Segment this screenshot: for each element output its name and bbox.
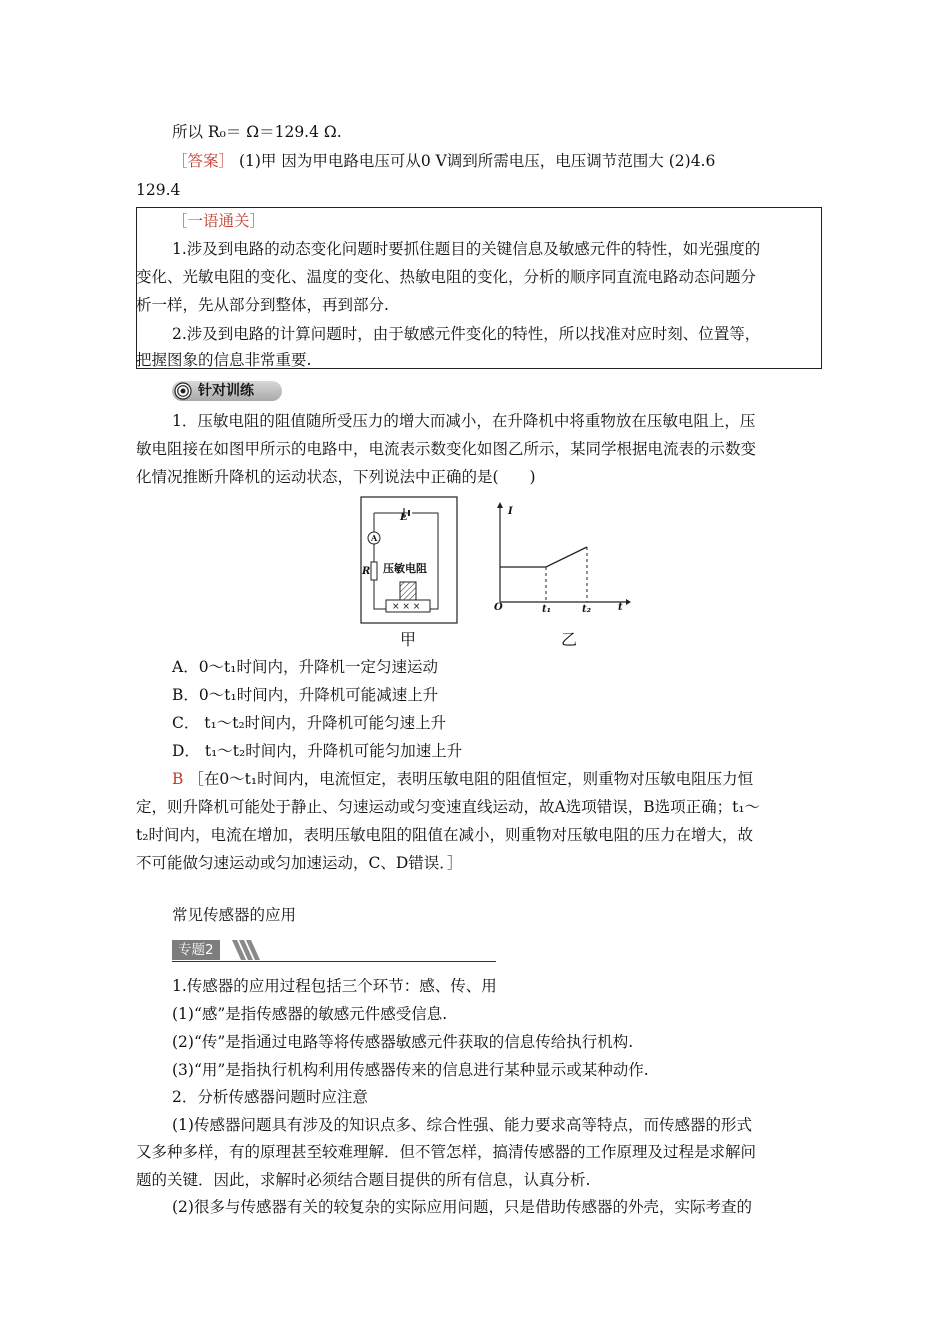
practice-tag <box>172 380 286 402</box>
summary-p2-line1: 2.涉及到电路的计算问题时，由于敏感元件变化的特性，所以找准对应时刻、位置等， <box>172 325 761 343</box>
t2-tick-label: t₂ <box>582 604 591 615</box>
explanation-line1 <box>172 768 753 790</box>
sensor-marks: × × × <box>392 602 421 612</box>
summary-p1-line3: 析一样，先从部分到整体，再到部分. <box>136 296 389 314</box>
section-line6: (1)传感器问题具有涉及的知识点多、综合性强、能力要求高等特点，而传感器的形式 <box>172 1116 752 1134</box>
section-line9: (2)很多与传感器有关的较复杂的实际应用问题，只是借助传感器的外壳，实际考查的 <box>172 1198 752 1216</box>
explanation-text: ［在0～t₁时间内，电流恒定，表明压敏电阻的阻值恒定，则重物对压敏电阻压力恒 <box>183 770 754 788</box>
summary-title: ［一语通关］ <box>172 212 266 230</box>
question-line1: 1．压敏电阻的阻值随所受压力的增大而减小，在升降机中将重物放在压敏电阻上，压 <box>172 412 756 430</box>
practice-tag-label: 针对训练 <box>198 383 254 399</box>
sensor-label: 压敏电阻 <box>383 562 427 575</box>
section-line7: 又多种多样，有的原理甚至较难理解．但不管怎样，搞清传感器的工作原理及过程是求解问 <box>136 1143 757 1161</box>
t1-tick-label: t₁ <box>542 604 551 615</box>
explanation-line3: t₂时间内，电流在增加，表明压敏电阻的阻值在减小，则重物对压敏电阻的压力在增大，故 <box>136 826 753 844</box>
topic-tag-label: 专题2 <box>172 940 220 960</box>
explanation-line4: 不可能做匀速运动或匀加速运动，C、D错误．］ <box>136 854 463 872</box>
topic-tag <box>172 940 496 962</box>
question-line2: 敏电阻接在如图甲所示的电路中，电流表示数变化如图乙所示，某同学根据电流表的示数变 <box>136 440 757 458</box>
answer-continuation: 129.4 <box>136 181 181 199</box>
section-line5: 2．分析传感器问题时应注意 <box>172 1088 368 1106</box>
section-line3: (2)“传”是指通过电路等将传感器敏感元件获取的信息传给执行机构. <box>172 1033 634 1051</box>
option-d: D． t₁～t₂时间内，升降机可能匀加速上升 <box>172 742 463 760</box>
summary-p1-line2: 变化、光敏电阻的变化、温度的变化、热敏电阻的变化，分析的顺序同直流电路动态问题分 <box>136 268 757 286</box>
explanation-line2: 定，则升降机可能处于静止、匀速运动或匀变速直线运动，故A选项错误，B选项正确；t₁～ <box>136 798 761 816</box>
figure-jia-caption: 甲 <box>400 630 417 649</box>
stripe-decoration-icon <box>232 940 260 960</box>
option-b: B．0～t₁时间内，升降机可能减速上升 <box>172 686 439 704</box>
summary-p2-line2: 把握图象的信息非常重要. <box>136 351 312 369</box>
answer-letter: B <box>172 770 184 788</box>
section-line2: (1)“感”是指传感器的敏感元件感受信息. <box>172 1005 448 1023</box>
summary-p1-line1: 1.涉及到电路的动态变化问题时要抓住题目的关键信息及敏感元件的特性，如光强度的 <box>172 240 761 258</box>
target-icon <box>174 382 192 400</box>
section-line8: 题的关键．因此，求解时必须结合题目提供的所有信息，认真分析. <box>136 1171 591 1189</box>
answer-text: (1)甲 因为甲电路电压可从0 V调到所需电压，电压调节范围大 (2)4.6 <box>234 152 716 170</box>
option-a: A．0～t₁时间内，升降机一定匀速运动 <box>172 658 438 676</box>
ammeter-label: A <box>371 533 378 543</box>
answer-label: ［答案］ <box>172 152 235 170</box>
current-curve <box>500 547 587 567</box>
result-line: 所以 R₀＝ Ω＝129.4 Ω. <box>172 123 342 141</box>
answer-line <box>172 150 715 172</box>
section-line4: (3)“用”是指执行机构利用传感器传来的信息进行某种显示或某种动作. <box>172 1061 649 1079</box>
figure-yi-caption: 乙 <box>561 630 578 649</box>
question-line3: 化情况推断升降机的运动状态，下列说法中正确的是( ) <box>136 468 536 486</box>
y-axis-label: I <box>508 506 513 517</box>
option-c: C． t₁～t₂时间内，升降机可能匀速上升 <box>172 714 447 732</box>
section-line1: 1.传感器的应用过程包括三个环节：感、传、用 <box>172 977 497 995</box>
topic-tag-rule <box>172 961 496 962</box>
section-heading: 常见传感器的应用 <box>172 906 297 924</box>
origin-label: O <box>494 602 503 613</box>
x-axis-label: t <box>618 602 623 613</box>
resistor-label: R <box>362 566 371 577</box>
battery-label: E <box>400 512 408 523</box>
